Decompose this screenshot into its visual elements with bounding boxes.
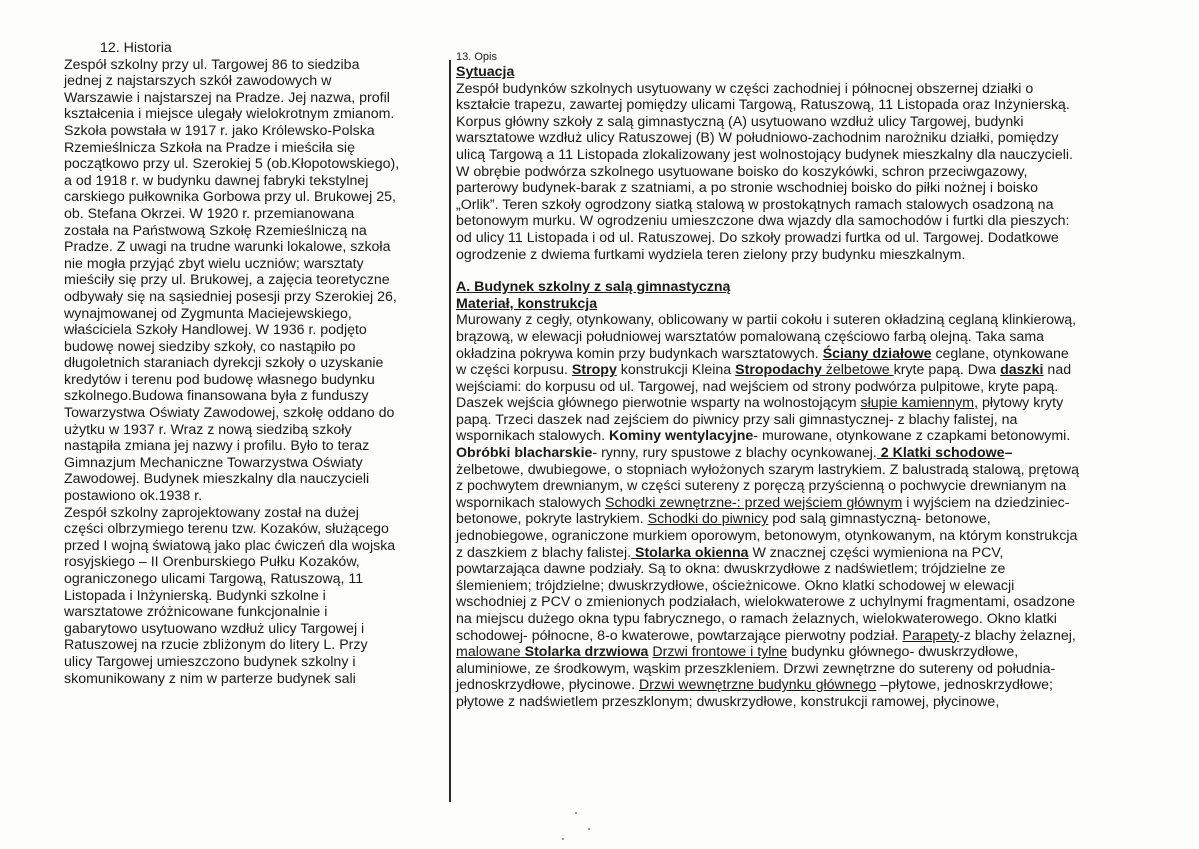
text-line: carskiego pułkownika Gorbowa przy ul. Brukowej 25,: [64, 189, 396, 206]
text-span: –: [1004, 445, 1013, 462]
term-klatki: 2 Klatki schodowe: [876, 445, 1005, 462]
history-heading: 12. Historia: [100, 40, 172, 56]
text-line: Towarzystwa Oświaty Zawodowej, szkołę oddano do: [64, 405, 395, 422]
text-line: szkolnego.Budowa finansowana była z funduszy: [64, 388, 369, 405]
text-line: [456, 495, 1176, 512]
text-line: [456, 545, 1176, 562]
text-line: Listopada i Inżynierską. Budynki szkolne i: [64, 587, 326, 604]
text-line: odbywały się na sąsiedniej posesji przy Szerokiej 26,: [64, 288, 397, 305]
text-span: żelbetowe: [821, 362, 894, 379]
text-line: długoletnich staraniach dyrekcji szkoły o uzyskanie: [64, 355, 384, 372]
text-line: ogrodzenie z dwiema furtkami wydziela teren zielony przy budynku mieszkalnym.: [456, 246, 966, 263]
term-daszki: daszki: [1000, 362, 1044, 379]
text-line: została na Państwową Szkołę Rzemieślniczą na: [64, 222, 367, 239]
history-column: [64, 40, 419, 687]
text-line: z pochwytem drewnianym, w części sutereny z poręczą przyścienną o pochwycie drewnianym na: [456, 478, 1067, 495]
text-line: Ratuszowej na rzucie zbliżonym do litery L. Przy: [64, 637, 368, 654]
text-line: wschodniej z PCV o zmienionych podziałach, wielokwaterowe z uchylnymi fragmentami, osadzone: [456, 594, 1076, 611]
text-line: parterowy budynek-barak z szatniami, a po stronie wschodniej boisko do piłki nożnej i boisko: [456, 180, 1038, 197]
text-line: betonowym murku. W ogrodzeniu umieszczone dwa wjazdy dla samochodów i furtki dla pieszych:: [456, 213, 1070, 230]
text-line: Rzemieślnicza Szkoła na Pradze i mieściła się: [64, 139, 355, 156]
text-line: [456, 428, 1176, 445]
text-span: i wyjściem na dziedziniec-: [902, 494, 1070, 511]
text-line: Szkoła powstała w 1917 r. jako Królewsko-Polska: [64, 122, 375, 139]
text-line: wynajmowanej od Zygmunta Maciejewskiego,: [64, 305, 352, 322]
term-sciany: Ściany działowe: [822, 345, 932, 362]
text-line: od ulicy 11 Listopada i od ul. Ratuszowej. Do szkoły prowadzi furtka od ul. Targowej. Dodatkowe: [456, 229, 1059, 246]
scan-speck: [562, 838, 564, 840]
text-span: nad: [1043, 362, 1072, 379]
text-span: konstrukcji Kleina: [616, 362, 736, 379]
text-line: wejściami: do korpusu od ul. Targowej, nad wejściem od strony podwórza pulpitowe, kryte papą.: [456, 378, 1059, 395]
text-span: betonowe, pokryte lastrykiem.: [456, 511, 648, 528]
text-span: okładzina pokrywa komin przy budynkach warsztatowych.: [456, 345, 819, 362]
text-line: kredytów i terenu pod budowę własnego budynku: [64, 371, 375, 388]
text-line: na miejscu dużego okna typu fabrycznego, o ramach żelaznych, wielokwaterowego. Okno klatki: [456, 611, 1057, 627]
text-line: [456, 644, 1176, 661]
text-line: [456, 346, 1176, 363]
text-span: w części korpusu.: [456, 362, 568, 379]
term-stolarka-okienna: Stolarka okienna: [631, 544, 749, 561]
budynek-title: A. Budynek szkolny z salą gimnastyczną: [456, 279, 731, 296]
text-line: rosyjskiego – II Orenburskiego Pułku Kozaków,: [64, 554, 360, 571]
text-line: żelbetowe, dwubiegowe, o stopniach wyłożonych szarym lastrykiem. Z balustradą stalową, prętową: [456, 461, 1079, 478]
text-line: kształcenia i miejsce ulegały wielokrotnym zmianom.: [64, 106, 395, 123]
text-line: brązową, w elewacji południowej warsztatów pomalowaną częściowo farbą olejną. Taka sama: [456, 328, 1045, 345]
term-schodki-piwnica: Schodki do piwnicy: [647, 511, 769, 528]
text-line: gabarytowo usytuowano wzdłuż ulicy Targowej i: [64, 620, 365, 637]
text-line: użytku w 1937 r. Wraz z nową siedzibą szkoły: [64, 421, 352, 438]
term-slupie: słupie kamiennym,: [860, 395, 979, 412]
text-span: budynku głównego- dwuskrzydłowe,: [787, 644, 1019, 661]
text-line: ulicą Targową a 11 Listopada zlokalizowany jest wolnostojący budynek mieszkalny dla nauczycieli.: [456, 146, 1073, 163]
text-span: pod salą gimnastyczną- betonowe,: [768, 511, 991, 528]
text-span: W znacznej części wymieniona na PCV,: [748, 544, 1004, 561]
text-line: [456, 511, 1176, 528]
column-divider: [449, 60, 451, 802]
text-line: postawiono ok.1938 r.: [64, 488, 203, 505]
text-line: nastąpiła zmiana jej nazwy i profilu. Było to teraz: [64, 438, 370, 455]
text-span: z daszkiem z blachy falistej.: [456, 544, 632, 561]
text-line: ślemieniem; trójdzielne; dwuskrzydłowe, ościeżnicowe. Okno klatki schodowej w elewacji: [456, 577, 1015, 594]
text-span: płytowy kryty: [978, 395, 1064, 412]
text-line: części olbrzymiego terenu tzw. Kozaków, służącego: [64, 521, 389, 538]
scan-speck: [588, 828, 590, 830]
text-line: skomunikowany z nim w parterze budynek sali: [64, 670, 356, 687]
text-line: warsztatowe wzdłuż ulicy Ratuszowej (B) W południowo-zachodnim narożniku działki, pomiędzy: [456, 130, 1059, 147]
description-heading: 13. Opis: [456, 51, 497, 63]
text-span: - rynny, rury spustowe z blachy ocynkowanej.: [592, 445, 877, 462]
term-drzwi-wewnetrzne: Drzwi wewnętrzne budynku głównego: [638, 677, 877, 694]
text-line: Zawodowej. Budynek mieszkalny dla nauczycieli: [64, 471, 370, 488]
text-line: przed I wojną światową jako plac ćwiczeń dla wojska: [64, 537, 396, 554]
text-span: schodowej- północne, 8-o kwaterowe, powtarzające pierwotny podział.: [456, 627, 903, 644]
text-line: płytowe z nadświetlem przeszklonym; dwuskrzydłowe, konstrukcji ramowej, płycinowe,: [456, 693, 1000, 710]
text-line: [456, 677, 1176, 694]
text-line: Murowany z cegły, otynkowany, oblicowany w partii cokołu i suteren okładziną ceglaną klinkierową,: [456, 312, 1077, 329]
history-text: [64, 57, 419, 688]
text-line: Zespół budynków szkolnych usytuowany w części zachodniej i północnej obszernej działki o: [456, 80, 1034, 97]
text-line: budowę nowej siedziby szkoły, co nastąpiło po: [64, 338, 356, 355]
text-line: a od 1918 r. w budynku dawnej fabryki tekstylnej: [64, 172, 369, 189]
text-line: ulicy Targowej umieszczono budynek szkolny i: [64, 653, 356, 670]
text-line: mieściły się przy ul. Brukowej, a zajęcia teoretyczne: [64, 272, 390, 289]
text-span: jednoskrzydłowe, płycinowe.: [456, 677, 639, 694]
text-line: początkowo przy ul. Szerokiej 5 (ob.Kłopotowskiego),: [64, 156, 400, 173]
text-span: - murowane, otynkowane z czapkami betonowymi.: [753, 428, 1071, 445]
text-line: Zespół szkolny zaprojektowany został na dużej: [64, 504, 359, 521]
text-line: kształcie trapezu, zawartej pomiędzy ulicami Targową, Ratuszową, 11 Listopada oraz Inżynierską.: [456, 97, 1070, 114]
term-stolarka-drzwiowa: Stolarka drzwiowa: [520, 644, 649, 661]
sytuacja-title: Sytuacja: [456, 64, 515, 80]
text-line: „Orlik”. Teren szkoły ogrodzony siatką stalową w prostokątnych ramach stalowych osadzoną na: [456, 196, 1054, 213]
text-line: [456, 362, 1176, 379]
text-line: Zespół szkolny przy ul. Targowej 86 to siedziba: [64, 56, 360, 73]
text-line: jednej z najstarszych szkół zawodowych w: [64, 73, 332, 90]
text-line: ograniczonego ulicami Targową, Ratuszową, 11: [64, 571, 364, 587]
text-line: Korpus główny szkoły z salą gimnastyczną (A) usytuowano wzdłuż ulicy Targowej, budynki: [456, 113, 1024, 130]
text-line: powtarzająca dawne podziały. Są to okna: dwuskrzydłowe z nadświetlem; trójdzielne ze: [456, 561, 1006, 578]
text-line: Pradze. Z uwagi na trudne warunki lokalowe, szkoła: [64, 239, 391, 256]
text-span: wspornikach stalowych.: [456, 428, 609, 445]
term-schodki-zewnetrzne: Schodki zewnętrzne-: przed wejściem głównym: [605, 494, 903, 511]
term-stropy: Stropy: [571, 362, 617, 379]
sytuacja-text: [456, 81, 1176, 264]
description-column: [456, 50, 1176, 711]
text-line: nie mogła przyjąć zbyt wielu uczniów; warsztaty: [64, 255, 364, 272]
text-line: [456, 445, 1176, 462]
text-line: ob. Stefana Okrzei. W 1920 r. przemianowana: [64, 205, 355, 222]
text-line: warsztatowe zróżnicowane funkcjonalnie i: [64, 604, 328, 621]
section-gap: [456, 263, 1176, 279]
term-kominy: Kominy wentylacyjne: [608, 428, 754, 445]
text-span: Daszek wejścia głównego pierwotnie wsparty na wolnostojącym: [456, 395, 861, 412]
term-drzwi-frontowe: Drzwi frontowe i tylne: [652, 644, 788, 661]
text-line: [456, 395, 1176, 412]
text-span: wspornikach stalowych: [456, 494, 606, 511]
term-parapety: Parapety: [902, 627, 960, 644]
text-span: malowane: [456, 644, 521, 661]
text-line: Warszawie i najstarszej na Pradze. Jej nazwa, profil: [64, 89, 390, 106]
text-span: -z blachy żelaznej,: [959, 627, 1076, 644]
text-line: aluminiowe, ze środkowym, wąskim przeszkleniem. Drzwi zewnętrzne do sutereny od południa-: [456, 660, 1056, 677]
scan-speck: [575, 812, 577, 814]
text-span: –płytowe, jednoskrzydłowe;: [876, 677, 1053, 694]
text-line: właściciela Szkoły Handlowej. W 1936 r. podjęto: [64, 322, 367, 339]
text-span: kryte papą. Dwa: [893, 362, 1001, 379]
text-line: Gimnazjum Mechaniczne Towarzystwa Oświaty: [64, 454, 363, 471]
term-obrobki: Obróbki blacharskie: [456, 445, 593, 462]
text-line: jednobiegowe, ograniczone murkiem oporowym, betonowym, otynkowanym, na którym konstrukcja: [456, 528, 1078, 545]
text-span: ceglane, otynkowane: [931, 345, 1069, 362]
material-title: Materiał, konstrukcja: [456, 295, 598, 312]
term-stropodachy: Stropodachy: [735, 362, 822, 379]
material-text: [456, 312, 1176, 710]
text-line: W obrębie podwórza szkolnego usytuowane boisko do koszykówki, schron przeciwgazowy,: [456, 163, 1028, 180]
text-line: papą. Trzeci daszek nad zejściem do piwnicy przy sali gimnastycznej- z blachy falistej, na: [456, 411, 1018, 428]
text-line: [456, 628, 1176, 645]
